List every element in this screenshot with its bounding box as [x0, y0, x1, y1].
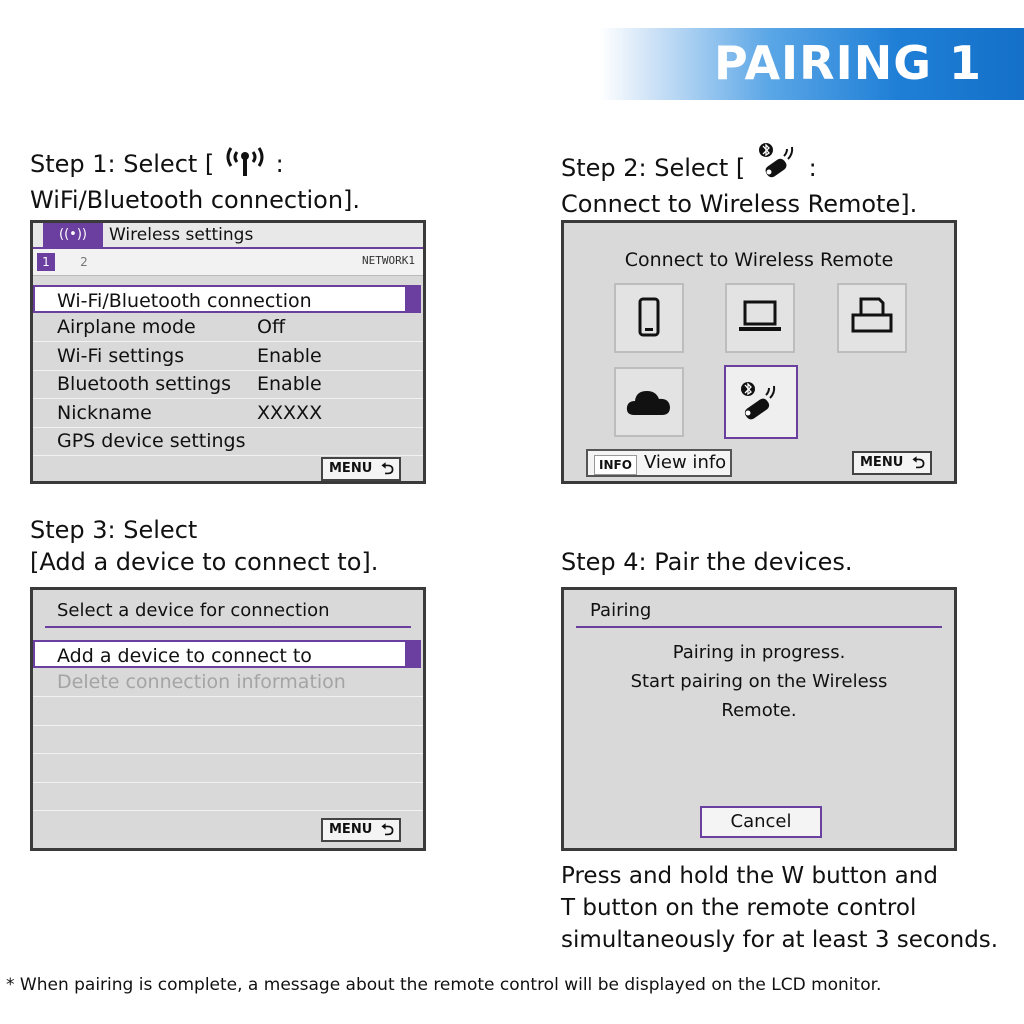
computer-icon	[727, 285, 793, 351]
menu-item-airplane-mode[interactable]	[33, 313, 423, 342]
smartphone-icon	[616, 285, 682, 351]
cancel-button[interactable]: Cancel	[700, 806, 822, 838]
wireless-remote-icon	[726, 367, 796, 437]
tab-1[interactable]: 1	[37, 253, 55, 271]
menu-button[interactable]	[852, 451, 932, 475]
return-icon: ⮌	[381, 459, 394, 478]
menu-item-value: Enable	[257, 345, 322, 367]
empty-row	[33, 725, 423, 754]
return-icon: ⮌	[912, 453, 925, 472]
note-line2: T button on the remote control	[561, 895, 917, 921]
step2-instruction	[561, 142, 917, 222]
selection-marker	[407, 285, 421, 313]
printer-icon	[839, 285, 905, 351]
menu-item-add-device[interactable]	[33, 640, 407, 668]
selection-marker	[407, 640, 421, 668]
page-title: PAIRING 1	[713, 36, 982, 90]
view-info-button[interactable]	[586, 449, 732, 477]
pairing-note	[561, 860, 998, 956]
wireless-remote-icon	[753, 142, 801, 176]
screen4-title: Pairing	[590, 600, 652, 621]
screen1-title: Wireless settings	[109, 225, 254, 245]
footnote: * When pairing is complete, a message about the remote control will be displayed on the LCD monitor.	[6, 975, 882, 995]
screen3-title: Select a device for connection	[57, 600, 330, 621]
note-line1: Press and hold the W button and	[561, 863, 938, 889]
title-divider	[576, 626, 942, 628]
empty-row	[33, 697, 423, 726]
pairing-screen	[561, 587, 957, 851]
screen1-title-bar	[33, 223, 423, 249]
screen2-title: Connect to Wireless Remote	[624, 249, 894, 271]
menu-button-label: MENU	[329, 822, 373, 837]
cloud-option[interactable]	[614, 367, 684, 437]
menu-item-value: XXXXX	[257, 402, 323, 424]
step2-line2: Connect to Wireless Remote].	[561, 190, 918, 218]
menu-item-label: Wi-Fi settings	[57, 345, 185, 367]
menu-item-bluetooth-settings[interactable]	[33, 370, 423, 399]
screen1-tab-bar	[33, 249, 423, 276]
step1-line2: WiFi/Bluetooth connection].	[30, 186, 361, 214]
step4-instruction: Step 4: Pair the devices.	[561, 548, 853, 576]
step2-line1-suffix: :	[808, 154, 817, 182]
menu-button[interactable]	[321, 818, 401, 842]
menu-item-label: Airplane mode	[57, 316, 196, 338]
step1-line1-suffix: :	[275, 150, 284, 178]
wireless-tab-icon: ((•))	[43, 223, 103, 247]
smartphone-option[interactable]	[614, 283, 684, 353]
step2-line1-prefix: Step 2: Select [	[561, 154, 746, 182]
menu-item-label: Wi-Fi/Bluetooth connection	[57, 290, 312, 312]
menu-item-label: Delete connection information	[57, 671, 346, 693]
header-banner	[600, 28, 1024, 100]
menu-button-label: MENU	[329, 461, 373, 476]
network-label: NETWORK1	[362, 254, 415, 267]
pairing-message-line3: Remote.	[721, 700, 797, 721]
step3-line2: [Add a device to connect to].	[30, 548, 379, 576]
step3-line1: Step 3: Select	[30, 516, 198, 544]
connect-wireless-remote-screen	[561, 220, 957, 484]
wireless-remote-option[interactable]	[724, 365, 798, 439]
note-line3: simultaneously for at least 3 seconds.	[561, 927, 999, 953]
menu-item-label: GPS device settings	[57, 430, 246, 452]
menu-button-label: MENU	[860, 455, 904, 470]
menu-item-value: Off	[257, 316, 286, 338]
title-divider	[45, 626, 411, 628]
select-device-screen	[30, 587, 426, 851]
menu-item-label: Bluetooth settings	[57, 373, 232, 395]
step1-instruction	[30, 142, 360, 218]
menu-item-label: Add a device to connect to	[57, 645, 312, 667]
tab-2[interactable]: 2	[80, 255, 88, 269]
printer-option[interactable]	[837, 283, 907, 353]
pairing-message-line1: Pairing in progress.	[672, 642, 846, 663]
empty-row	[33, 782, 423, 811]
step1-line1-prefix: Step 1: Select [	[30, 150, 215, 178]
cloud-icon	[616, 369, 682, 435]
menu-item-value: Enable	[257, 373, 322, 395]
menu-item-wifi-settings[interactable]	[33, 342, 423, 371]
wireless-settings-screen	[30, 220, 426, 484]
return-icon: ⮌	[381, 820, 394, 839]
menu-item-label: Nickname	[57, 402, 152, 424]
menu-item-delete-connection-info	[33, 668, 423, 697]
menu-item-wifi-bluetooth-connection[interactable]	[33, 285, 407, 313]
computer-option[interactable]	[725, 283, 795, 353]
pairing-message-line2: Start pairing on the Wireless	[630, 671, 888, 692]
wireless-antenna-icon	[222, 142, 268, 174]
menu-item-nickname[interactable]	[33, 399, 423, 428]
info-key: INFO	[594, 455, 637, 475]
step3-instruction	[30, 514, 378, 578]
menu-button[interactable]	[321, 457, 401, 481]
view-info-label: View info	[644, 452, 727, 473]
menu-item-gps-device-settings[interactable]	[33, 427, 423, 456]
empty-row	[33, 754, 423, 783]
